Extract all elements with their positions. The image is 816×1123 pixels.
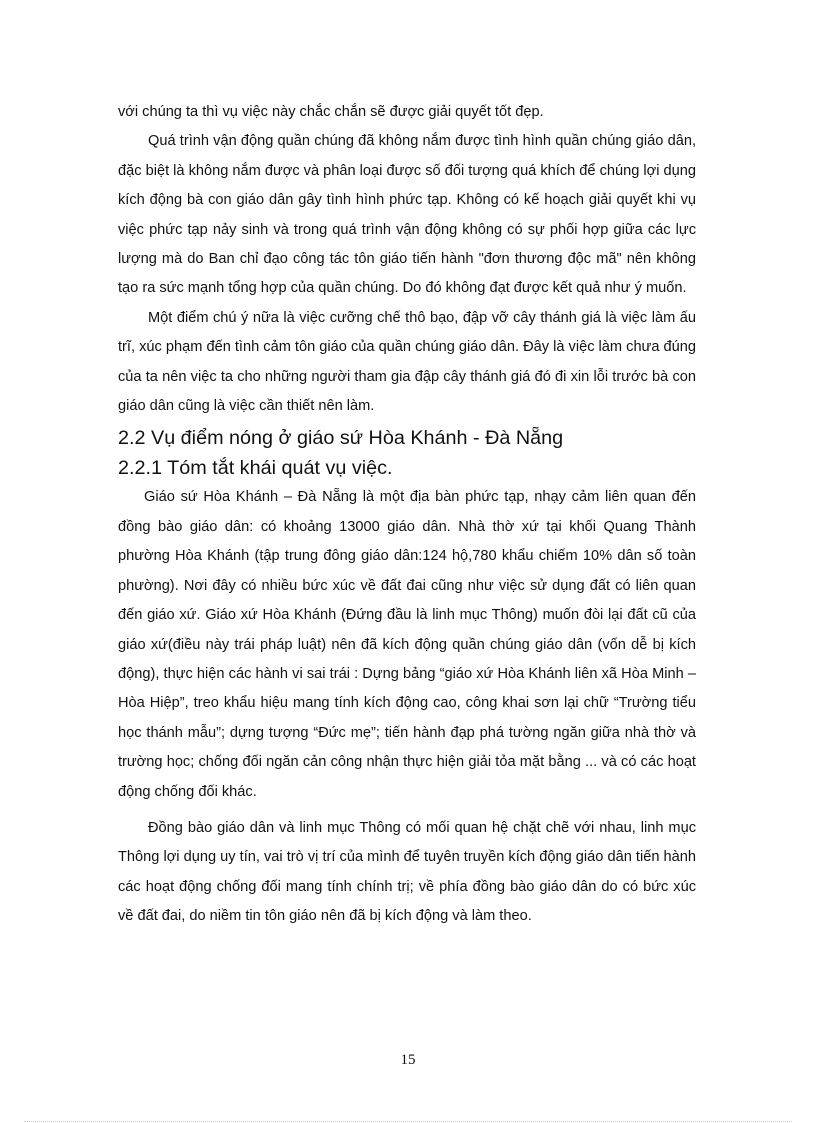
paragraph-cross-incident: Một điểm chú ý nữa là việc cưỡng chế thô bạo, đập vỡ cây thánh giá là việc làm ấu trĩ, xúc phạm đến tình cảm tôn giáo của quần chúng giáo dân. Đây là việc làm chưa đúng của ta nên việc ta cho những người tham gia đập cây thánh giá đó đi xin lỗi trước bà con giáo dân cũng là việc cần thiết nên làm. [118,309,696,415]
subsection-heading: 2.2.1 Tóm tắt khái quát vụ việc. [118,457,393,480]
section-heading: 2.2 Vụ điểm nóng ở giáo sứ Hòa Khánh - Đà Nẵng [118,427,564,450]
paragraph-continuation: với chúng ta thì vụ việc này chắc chắn sẽ được giải quyết tốt đẹp. [118,104,544,120]
page-content [118,98,696,932]
page-number: 15 [400,1052,416,1068]
paragraph-relationship: Đồng bào giáo dân và linh mục Thông có mối quan hệ chặt chẽ với nhau, linh mục Thông lợi dụng uy tín, vai trò vị trí của mình để tuyên truyền kích động giáo dân tiến hành các hoạt động chống đối mang tính chính trị; về phía đồng bào giáo dân do có bức xúc về đất đai, do niềm tin tôn giáo nên đã bị kích động và làm theo. [118,819,696,925]
page-bottom-divider [24,1121,792,1122]
paragraph-mobilization: Quá trình vận động quần chúng đã không nắm được tình hình quần chúng giáo dân, đặc biệt là không nắm được và phân loại được số đối tượng quá khích để chúng lợi dụng kích động bà con giáo dân gây tình hình phức tạp. Không có kế hoạch giải quyết khi vụ việc phức tạp nảy sinh và trong quá trình vận động không có sự phối hợp giữa các lực lượng mà do Ban chỉ đạo công tác tôn giáo tiến hành "đơn thương độc mã" nên không tạo ra sức mạnh tổng hợp của quần chúng. Do đó không đạt được kết quả như ý muốn. [118,133,696,297]
paragraph-summary: Giáo sứ Hòa Khánh – Đà Nẵng là một địa bàn phức tạp, nhạy cảm liên quan đến đồng bào giáo dân: có khoảng 13000 giáo dân. Nhà thờ xứ tại khối Quang Thành phường Hòa Khánh (tập trung đông giáo dân:124 hộ,780 khẩu chiếm 10% dân số toàn phường). Nơi đây có nhiều bức xúc về đất đai cũng như việc sử dụng đất có liên quan đến giáo xứ. Giáo xứ Hòa Khánh (Đứng đầu là linh mục Thông) muốn đòi lại đất cũ của giáo xứ(điều này trái pháp luật) nên đã kích động quần chúng giáo dân (vốn dễ bị kích động), thực hiện các hành vi sai trái : Dựng bảng “giáo xứ Hòa Khánh liên xã Hòa Minh – Hòa Hiệp”, treo khẩu hiệu mang tính kích động cao, công khai sơn lại chữ “Trường tiểu học thánh mẫu”; dựng tượng “Đức mẹ”; tiến hành đạp phá tường ngăn giữa nhà thờ và trường học; chống đối ngăn cản công nhận thực hiện giải tỏa mặt bằng ... và có các hoạt động chống đối khác. [118,489,696,800]
